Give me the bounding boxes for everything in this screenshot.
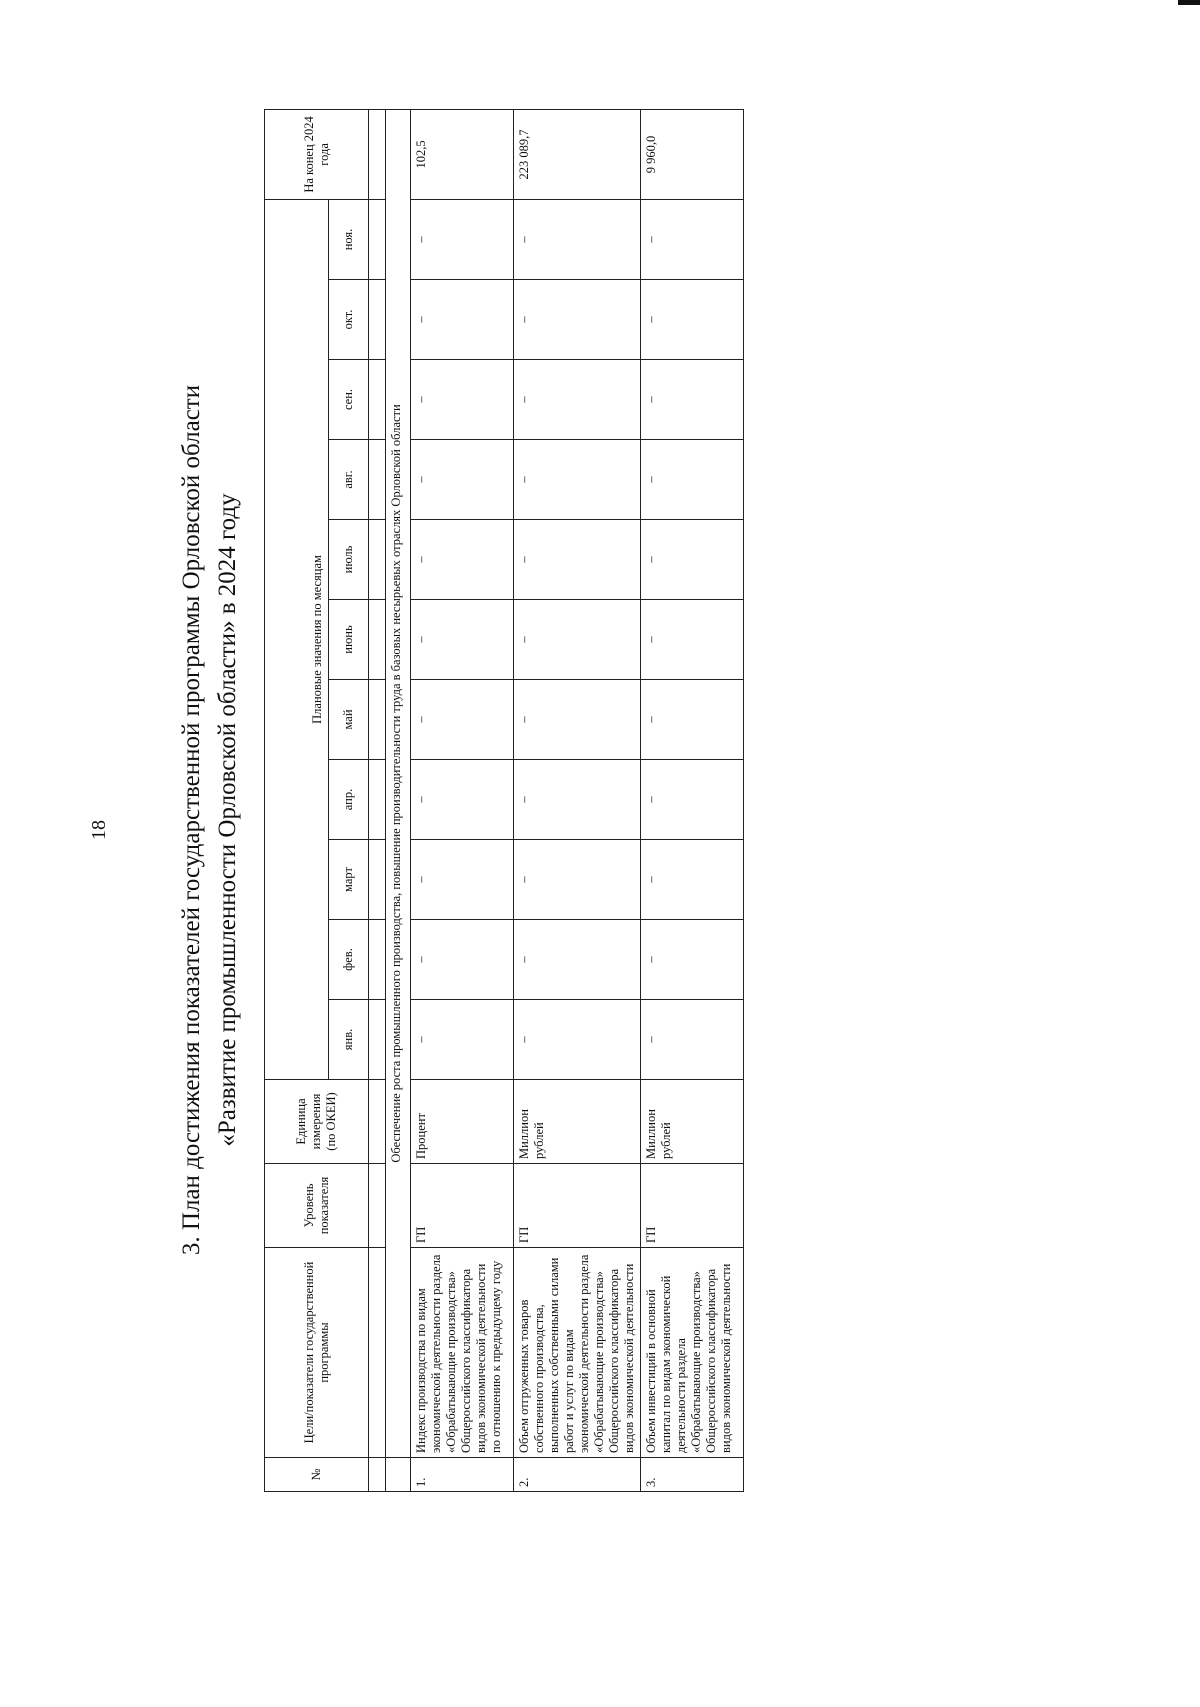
header-month: авг. [329, 440, 369, 520]
row-unit: Миллион рублей [641, 1080, 744, 1164]
month-value: – [411, 680, 514, 760]
page-title-line-1: 3. План достижения показателей государственной программы Орловской области [178, 384, 205, 1256]
month-value: – [514, 1000, 641, 1080]
month-value: – [641, 600, 744, 680]
month-value: – [641, 199, 744, 279]
rotated-page [0, 20, 1200, 1620]
header-goal: Цели/показатели государственной программы [265, 1248, 369, 1458]
indicators-table [264, 109, 744, 1492]
table-row [514, 109, 641, 1491]
month-value: – [641, 840, 744, 920]
header-month: фев. [329, 920, 369, 1000]
month-value: – [514, 440, 641, 520]
month-value: – [411, 280, 514, 360]
month-value: – [411, 840, 514, 920]
month-value: – [514, 600, 641, 680]
row-unit: Процент [411, 1080, 514, 1164]
year-end-value: 223 089,7 [514, 109, 641, 199]
header-level: Уровень показателя [265, 1164, 369, 1248]
month-value: – [411, 760, 514, 840]
row-level: ГП [514, 1164, 641, 1248]
month-value: – [411, 920, 514, 1000]
month-value: – [411, 600, 514, 680]
row-indicator-name: Объем инвестиций в основной капитал по видам экономической деятельности раздела «Обрабатывающие производства» Общероссийского классификатора видов экономической деятельности [641, 1248, 744, 1458]
header-month: июнь [329, 600, 369, 680]
month-value: – [641, 760, 744, 840]
month-value: – [514, 920, 641, 1000]
header-month: янв. [329, 1000, 369, 1080]
row-num: 2. [514, 1458, 641, 1492]
month-value: – [514, 680, 641, 760]
header-end-of-year: На конец 2024 года [265, 109, 369, 199]
table-row [411, 109, 514, 1491]
month-value: – [411, 440, 514, 520]
header-month: сен. [329, 360, 369, 440]
month-value: – [411, 520, 514, 600]
header-month: июль [329, 520, 369, 600]
spacer-row [369, 109, 386, 1491]
month-value: – [641, 680, 744, 760]
month-value: – [641, 360, 744, 440]
header-unit: Единица измерения (по ОКЕИ) [265, 1080, 369, 1164]
header-monthly-group: Плановые значения по месяцам [265, 199, 329, 1079]
header-month: ноя. [329, 199, 369, 279]
month-value: – [641, 440, 744, 520]
month-value: – [411, 199, 514, 279]
header-month: май [329, 680, 369, 760]
row-indicator-name: Индекс производства по видам экономической деятельности раздела «Обрабатывающие производства» Общероссийского классификатора видов экономической деятельности по отношению к предыдущему году [411, 1248, 514, 1458]
row-unit: Миллион рублей [514, 1080, 641, 1164]
month-value: – [411, 1000, 514, 1080]
header-month: окт. [329, 280, 369, 360]
row-indicator-name: Объем отгруженных товаров собственного производства, выполненных собственными силами работ и услуг по видам экономической деятельности раздела «Обрабатывающие производства» Общероссийского классификатора видов экономической деятельности [514, 1248, 641, 1458]
month-value: – [514, 280, 641, 360]
year-end-value: 102,5 [411, 109, 514, 199]
month-value: – [641, 920, 744, 1000]
header-num: № [265, 1458, 369, 1492]
header-month: апр. [329, 760, 369, 840]
page-number: 18 [88, 820, 110, 840]
month-value: – [641, 280, 744, 360]
section-title: Обеспечение роста промышленного производства, повышение производительности труда в базовых несырьевых отраслях Орловской области [386, 109, 411, 1457]
year-end-value: 9 960,0 [641, 109, 744, 199]
month-value: – [514, 360, 641, 440]
row-num: 3. [641, 1458, 744, 1492]
month-value: – [641, 1000, 744, 1080]
page-title-line-2: «Развитие промышленности Орловской области» в 2024 году [214, 493, 241, 1147]
month-value: – [514, 199, 641, 279]
scan-edge-mark [1178, 0, 1200, 5]
month-value: – [514, 520, 641, 600]
month-value: – [411, 360, 514, 440]
table-row [641, 109, 744, 1491]
header-month: март [329, 840, 369, 920]
month-value: – [514, 840, 641, 920]
month-value: – [641, 520, 744, 600]
row-level: ГП [411, 1164, 514, 1248]
month-value: – [514, 760, 641, 840]
row-num: 1. [411, 1458, 514, 1492]
row-level: ГП [641, 1164, 744, 1248]
